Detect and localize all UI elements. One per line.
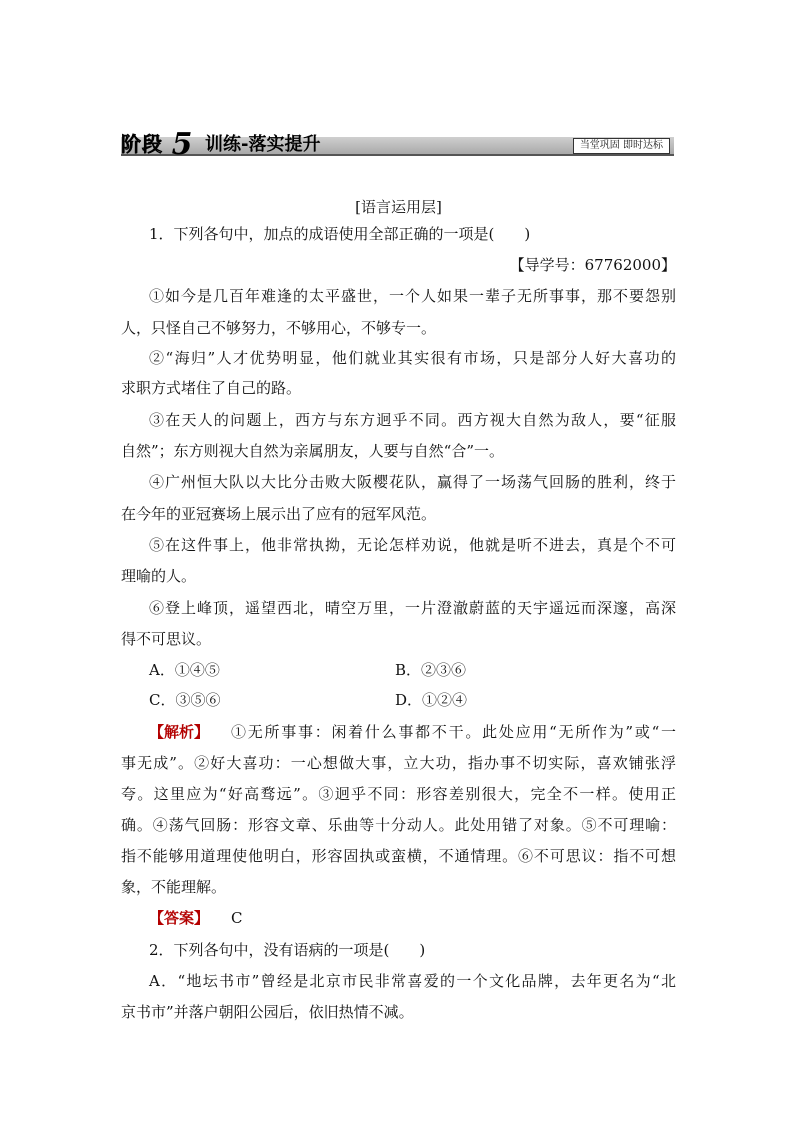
answer-label: 【答案】 xyxy=(149,909,210,927)
question-2-option-a-line-1: A．“地坛书市”曾经是北京市民非常喜爱的一个文化品牌，去年更名为“北 xyxy=(149,972,676,990)
guide-number: 【导学号：67762000】 xyxy=(509,256,676,274)
stage-label: 阶段 xyxy=(121,132,163,156)
analysis-label: 【解析】 xyxy=(149,723,210,741)
question-2-stem: 2．下列各句中，没有语病的一项是( ) xyxy=(149,941,426,959)
option-c: C．③⑤⑥ xyxy=(149,691,221,709)
banner-tag: 当堂巩固 即时达标 xyxy=(573,138,670,154)
question-2-option-a-line-2: 京书市”并落户朝阳公园后，依旧热情不减。 xyxy=(121,1003,414,1021)
analysis-line-4: 确。④荡气回肠：形容文章、乐曲等十分动人。此处用错了对象。⑤不可理喻： xyxy=(121,816,676,834)
option-b: B．②③⑥ xyxy=(395,661,467,679)
sentence-2-line-2: 求职方式堵住了自己的路。 xyxy=(121,379,302,397)
sentence-5-line-2: 理喻的人。 xyxy=(121,567,197,585)
sentence-6-line-2: 得不可思议。 xyxy=(121,630,212,648)
sentence-3-line-2: 自然”；东方则视大自然为亲属朋友，人要与自然“合”一。 xyxy=(121,442,505,460)
analysis-line-6: 象，不能理解。 xyxy=(121,878,227,896)
question-1-stem: 1．下列各句中，加点的成语使用全部正确的一项是( ) xyxy=(149,225,531,243)
analysis-line-2: 事无成”。②好大喜功：一心想做大事，立大功，指办事不切实际，喜欢铺张浮 xyxy=(121,754,676,772)
sentence-1-line-2: 人，只怪自己不够努力，不够用心，不够专一。 xyxy=(121,319,437,337)
option-a: A．①④⑤ xyxy=(149,661,220,679)
sentence-2-line-1: ②“海归”人才优势明显，他们就业其实很有市场，只是部分人好大喜功的 xyxy=(149,349,676,367)
section-banner xyxy=(121,127,674,162)
analysis-line-1: ①无所事事：闲着什么事都不干。此处应用“无所作为”或“一 xyxy=(231,723,676,741)
analysis-line-3: 夸。这里应为“好高骛远”。③迥乎不同：形容差别很大，完全不一样。使用正 xyxy=(121,785,676,803)
sentence-6-line-1: ⑥登上峰顶，遥望西北，晴空万里，一片澄澈蔚蓝的天宇遥远而深邃，高深 xyxy=(149,599,676,617)
sentence-5-line-1: ⑤在这件事上，他非常执拗，无论怎样劝说，他就是听不进去，真是个不可 xyxy=(149,536,676,554)
option-d: D．①②④ xyxy=(395,691,468,709)
banner-title: 训练-落实提升 xyxy=(205,134,321,155)
sentence-3-line-1: ③在天人的问题上，西方与东方迥乎不同。西方视大自然为敌人，要“征服 xyxy=(149,411,676,429)
answer-value: C xyxy=(231,909,243,927)
sentence-4-line-2: 在今年的亚冠赛场上展示出了应有的冠军风范。 xyxy=(121,505,437,523)
stage-number: 5 xyxy=(171,127,193,162)
analysis-line-5: 指不能够用道理使他明白，形容固执或蛮横，不通情理。⑥不可思议：指不可想 xyxy=(121,847,676,865)
section-heading: [语言运用层] xyxy=(355,198,442,216)
sentence-4-line-1: ④广州恒大队以大比分击败大阪樱花队，赢得了一场荡气回肠的胜利，终于 xyxy=(149,473,676,491)
sentence-1-line-1: ①如今是几百年难逢的太平盛世，一个人如果一辈子无所事事，那不要怨别 xyxy=(149,287,676,305)
